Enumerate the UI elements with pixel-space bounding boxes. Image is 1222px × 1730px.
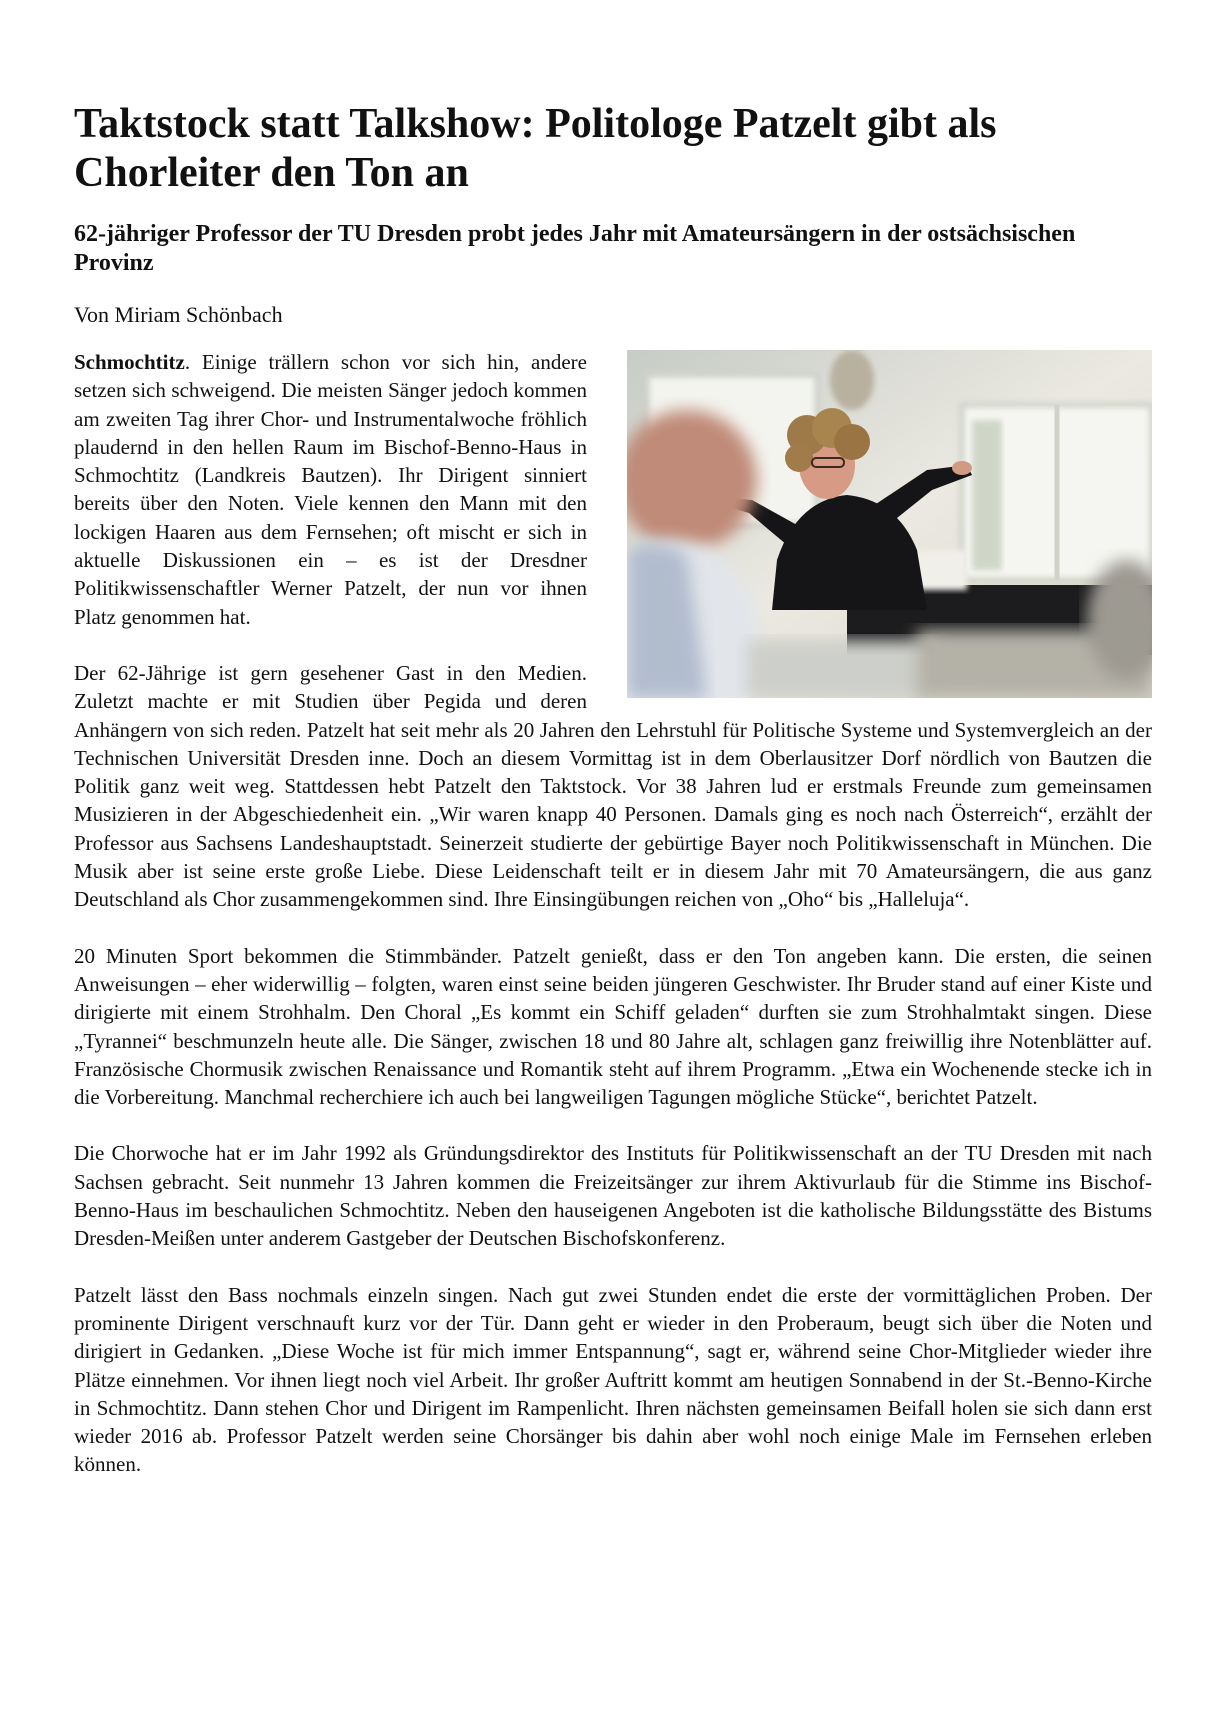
paragraph-3: 20 Minuten Sport bekommen die Stimmbänder. Patzelt genießt, dass er den Ton angeben kann. Die ersten, die seinen Anweisungen – eher widerwillig – folgten, waren einst seine beiden jüngeren Geschwister. Ihr Bruder stand auf einer Kiste und dirigierte mit einem Strohhalm. Den Choral „Es kommt ein Schiff geladen“ durften sie zum Strohhalmtakt singen. Diese „Tyrannei“ beschmunzeln heute alle. Die Sänger, zwischen 18 und 80 Jahre alt, schlagen ganz freiwillig ihre Notenblätter auf. Französische Chormusik zwischen Renaissance und Romantik steht auf ihrem Programm. „Etwa ein Wochenende stecke ich in die Vorbereitung. Manchmal recherchiere ich auch bei langweiligen Tagungen mögliche Stücke“, berichtet Patzelt. bbox=[74, 943, 1152, 1110]
paragraph-4: Die Chorwoche hat er im Jahr 1992 als Gründungsdirektor des Instituts für Politikwissenschaft an der TU Dresden mit nach Sachsen gebracht. Seit nunmehr 13 Jahren kommen die Freizeitsänger zur ihrem Aktivurlaub für die Stimme ins Bischof-Benno-Haus im beschaulichen Schmochtitz. Neben den hauseigenen Angeboten ist die katholische Bildungsstätte des Bistums Dresden-Meißen unter anderem Gastgeber der Deutschen Bischofskonferenz. bbox=[74, 1141, 1152, 1251]
article bbox=[74, 100, 1152, 1507]
conductor-photo bbox=[627, 350, 1152, 698]
photo-illustration bbox=[627, 350, 1152, 698]
dateline: Schmochtitz bbox=[74, 350, 185, 374]
paragraph-2: Der 62-Jährige ist gern gesehener Gast in den Medien. Zuletzt machte er mit Studien über Pegida und deren Anhängern von sich reden. Patzelt hat seit mehr als 20 Jahren den Lehrstuhl für Politische Systeme und Systemvergleich an der Technischen Universität Dresden inne. Doch an diesem Vormittag ist in dem Oberlausitzer Dorf nördlich von Bautzen die Politik ganz weit weg. Stattdessen hebt Patzelt den Taktstock. Vor 38 Jahren lud er erstmals Freunde zum gemeinsamen Musizieren in der Abgeschiedenheit ein. „Wir waren knapp 40 Personen. Damals ging es noch nach Österreich“, erzählt der Professor aus Sachsens Landeshauptstadt. Seinerzeit studierte der gebürtige Bayer noch Politikwissenschaft in München. Die Musik aber ist seine erste große Liebe. Diese Leidenschaft teilt er in diesem Jahr mit 70 Amateursängern, die aus ganz Deutschland als Chor zusammengekommen sind. Ihre Einsingübungen reichen von „Oho“ bis „Halleluja“. bbox=[74, 660, 1152, 912]
article-title: Taktstock statt Talkshow: Politologe Patzelt gibt als Chorleiter den Ton an bbox=[74, 101, 997, 196]
paragraph-5: Patzelt lässt den Bass nochmals einzeln singen. Nach gut zwei Stunden endet die erste der vormittäglichen Proben. Der prominente Dirigent verschnauft kurz vor der Tür. Dann geht er wieder in den Proberaum, beugt sich über die Noten und dirigiert in Gedanken. „Diese Woche ist für mich immer Entspannung“, sagt er, während seine Chor-Mitglieder wieder ihre Plätze einnehmen. Vor ihnen liegt noch viel Arbeit. Ihr großer Auftritt kommt am heutigen Sonnabend in der St.-Benno-Kirche in Schmochtitz. Dann stehen Chor und Dirigent im Rampenlicht. Ihren nächsten gemeinsamen Beifall holen sie sich dann erst wieder 2016 ab. Professor Patzelt werden seine Chorsänger bis dahin aber wohl noch einige Male im Fernsehen erleben können. bbox=[74, 1282, 1152, 1477]
byline: Von Miriam Schönbach bbox=[74, 302, 283, 327]
paragraph-1-text: . Einige trällern schon vor sich hin, andere setzen sich schweigend. Die meisten Sänger jedoch kommen am zweiten Tag ihrer Chor- und Instrumentalwoche fröhlich plaudernd in den hellen Raum im Bischof-Benno-Haus in Schmochtitz (Landkreis Bautzen). Ihr Dirigent sinniert bereits über den Noten. Viele kennen den Mann mit den lockigen Haaren aus dem Fernsehen; oft mischt er sich in aktuelle Diskussionen ein – es ist der Dresdner Politikwissenschaftler Werner Patzelt, der nun vor ihnen Platz genommen hat. bbox=[74, 350, 587, 629]
article-subtitle: 62-jähriger Professor der TU Dresden probt jedes Jahr mit Amateursängern in der ostsächsischen Provinz bbox=[74, 221, 1076, 276]
article-body bbox=[74, 348, 1152, 1479]
